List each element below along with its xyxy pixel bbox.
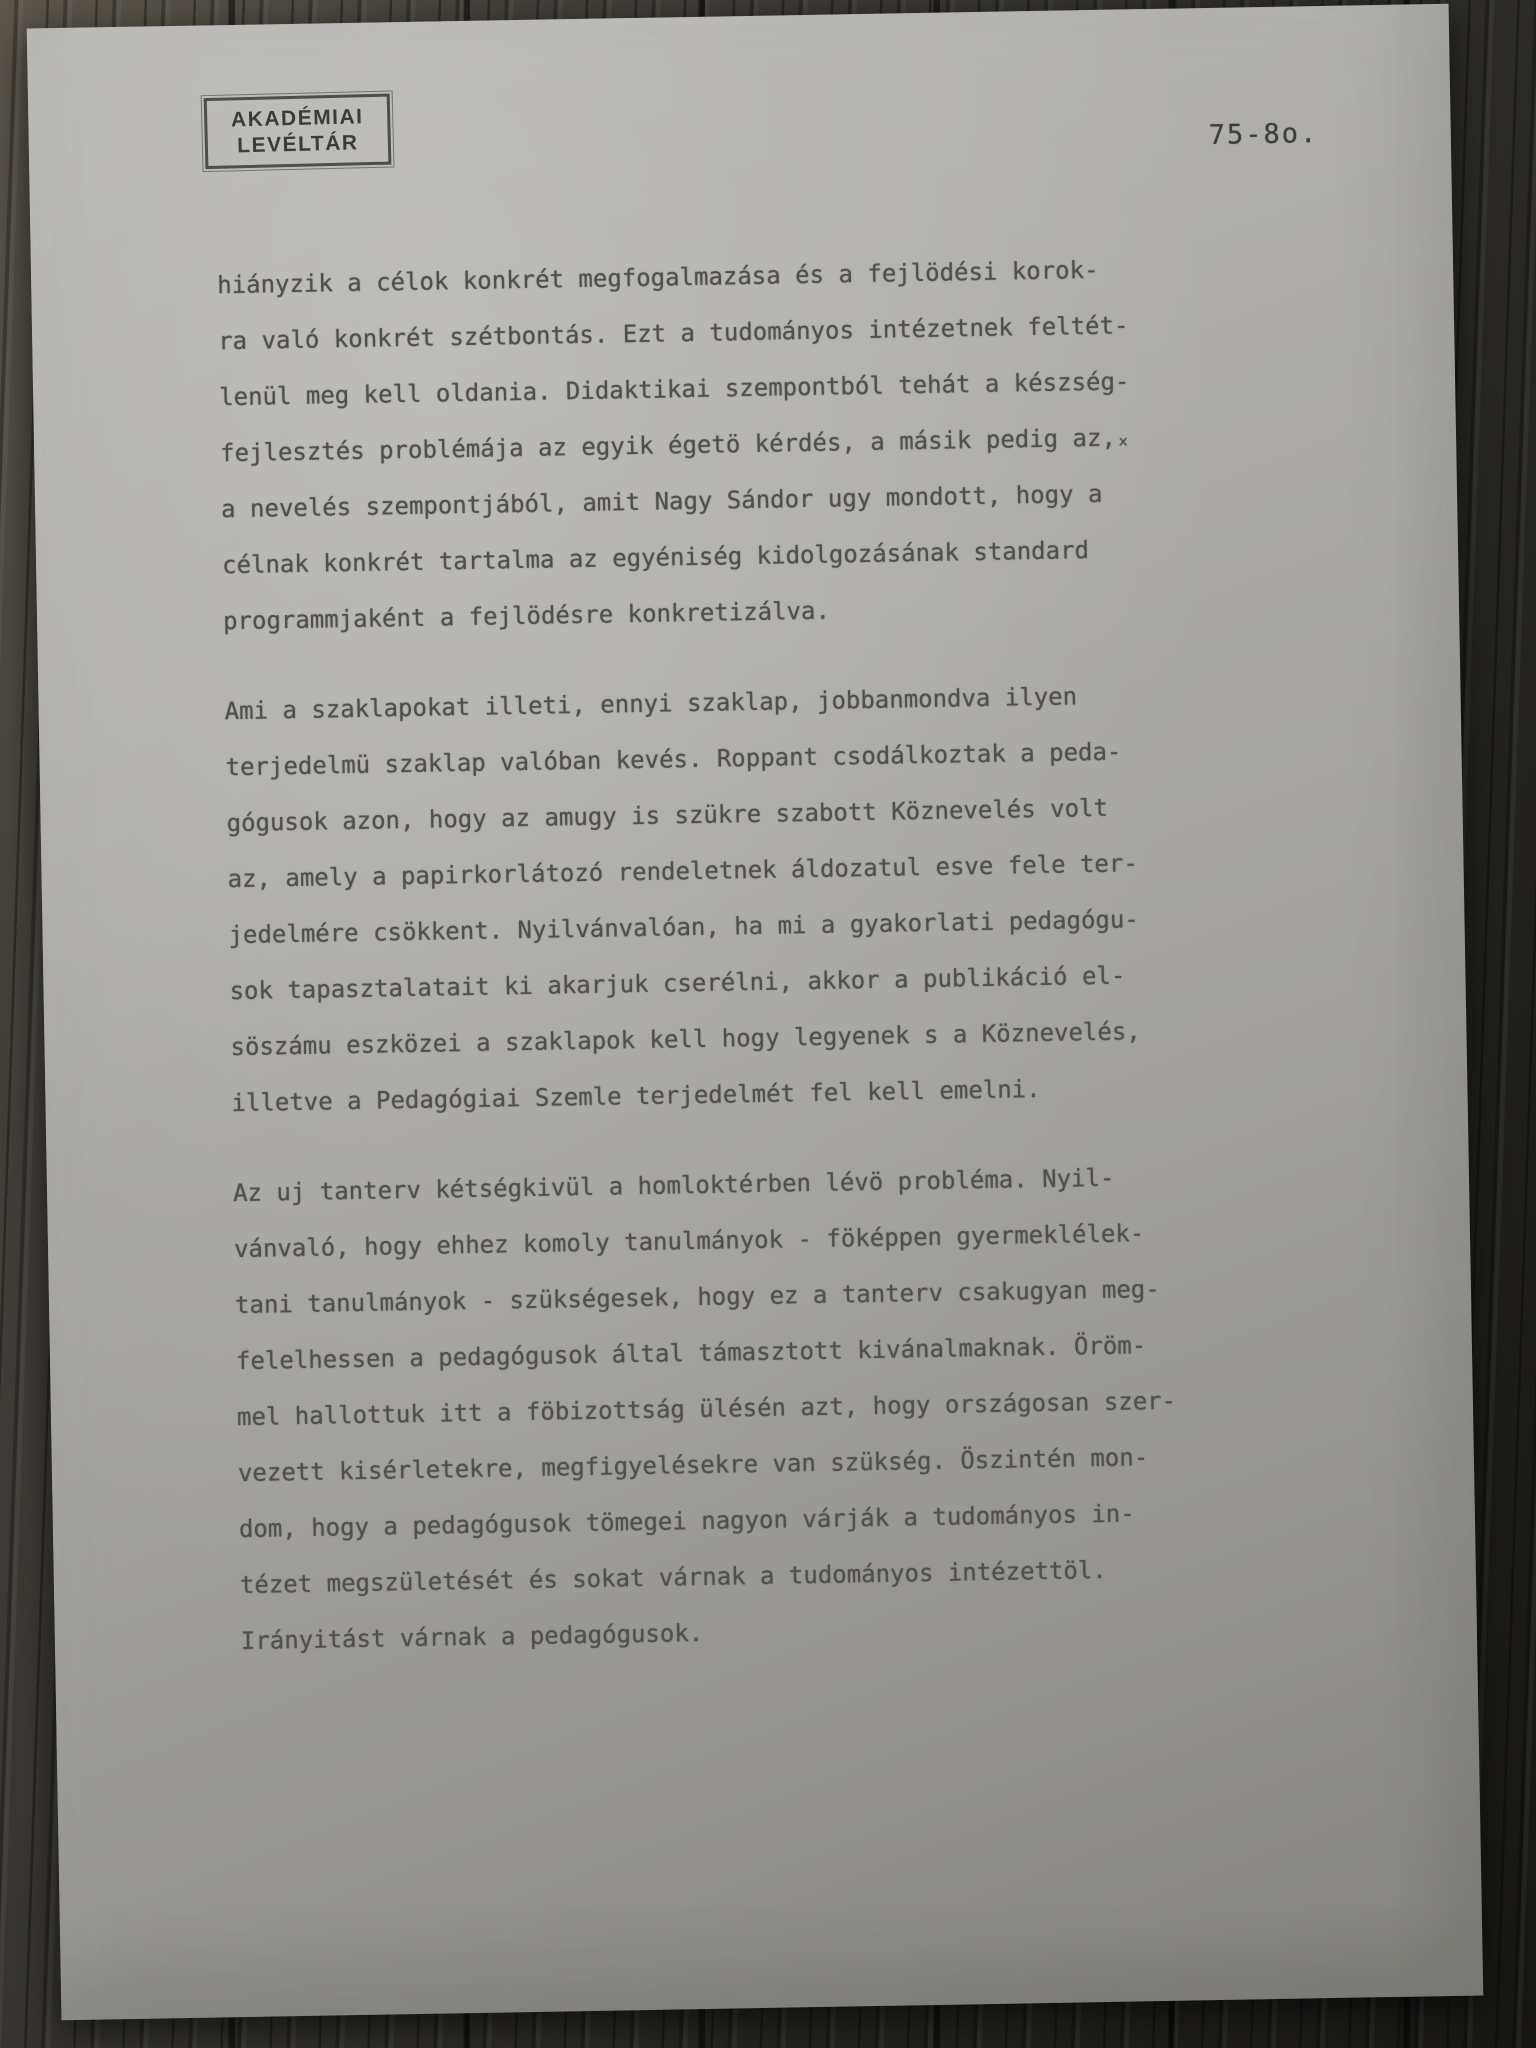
text-line: célnak konkrét tartalma az egyéniség kidolgozásának standard <box>221 536 1090 580</box>
paragraph <box>224 666 1192 1131</box>
paragraph <box>233 1148 1202 1669</box>
page-number: 75-8o. <box>1208 118 1319 151</box>
text-line: mel hallottuk itt a föbizottság ülésén azt, hogy országosan szer- <box>236 1386 1177 1432</box>
text-line: jedelmére csökkent. Nyilvánvalóan, ha mi a gyakorlati pedagógu- <box>228 905 1139 950</box>
text-line: fejlesztés problémája az egyik égetö kérdés, a másik pedig az,ₓ <box>219 423 1131 468</box>
text-line: terjedelmü szaklap valóban kevés. Roppant csodálkoztak a peda- <box>225 737 1122 782</box>
text-line: tani tanulmányok - szükségesek, hogy ez a tanterv csakugyan meg- <box>234 1274 1160 1320</box>
text-line: gógusok azon, hogy az amugy is szükre szabott Köznevelés volt <box>226 793 1109 838</box>
text-line: vánvaló, hogy ehhez komoly tanulmányok - föképpen gyermeklélek- <box>233 1219 1145 1264</box>
text-line: Ami a szaklapokat illeti, ennyi szaklap, jobbanmondva ilyen <box>224 682 1078 726</box>
text-line: a nevelés szempontjából, amit Nagy Sándor ugy mondott, hogy a <box>220 479 1103 524</box>
text-line: Irányitást várnak a pedagógusok. <box>240 1619 704 1656</box>
text-line: hiányzik a célok konkrét megfogalmazása és a fejlödési korok- <box>216 255 1099 300</box>
text-line: vezett kisérletekre, megfigyelésekre van szükség. Öszintén mon- <box>237 1443 1149 1488</box>
text-line: tézet megszületését és sokat várnak a tudományos intézettöl. <box>239 1555 1107 1600</box>
typewritten-text <box>217 241 1202 1704</box>
stamp-line-2: LEVÉLTÁR <box>236 131 359 158</box>
text-line: Az uj tanterv kétségkivül a homloktérben lévö probléma. Nyil- <box>232 1163 1115 1208</box>
text-line: ra való konkrét szétbontás. Ezt a tudományos intézetnek feltét- <box>217 311 1129 356</box>
text-line: programmjaként a fejlödésre konkretizálva. <box>222 596 831 636</box>
archive-stamp <box>204 94 392 170</box>
paragraph <box>217 241 1184 650</box>
document-page <box>27 4 1484 2021</box>
text-line: söszámu eszközei a szaklapok kell hogy legyenek s a Köznevelés, <box>230 1017 1141 1062</box>
text-line: lenül meg kell oldania. Didaktikai szempontból tehát a készség- <box>218 367 1130 412</box>
text-line: felelhessen a pedagógusok által támasztott kivánalmaknak. Öröm- <box>235 1331 1147 1376</box>
text-line: illetve a Pedagógiai Szemle terjedelmét fel kell emelni. <box>231 1075 1041 1118</box>
stamp-line-1: AKADÉMIAI <box>230 105 364 132</box>
text-line: sok tapasztalatait ki akarjuk cserélni, akkor a publikáció el- <box>229 961 1126 1006</box>
text-line: az, amely a papirkorlátozó rendeletnek áldozatul esve fele ter- <box>227 849 1139 894</box>
text-line: dom, hogy a pedagógusok tömegei nagyon várják a tudományos in- <box>238 1499 1135 1544</box>
